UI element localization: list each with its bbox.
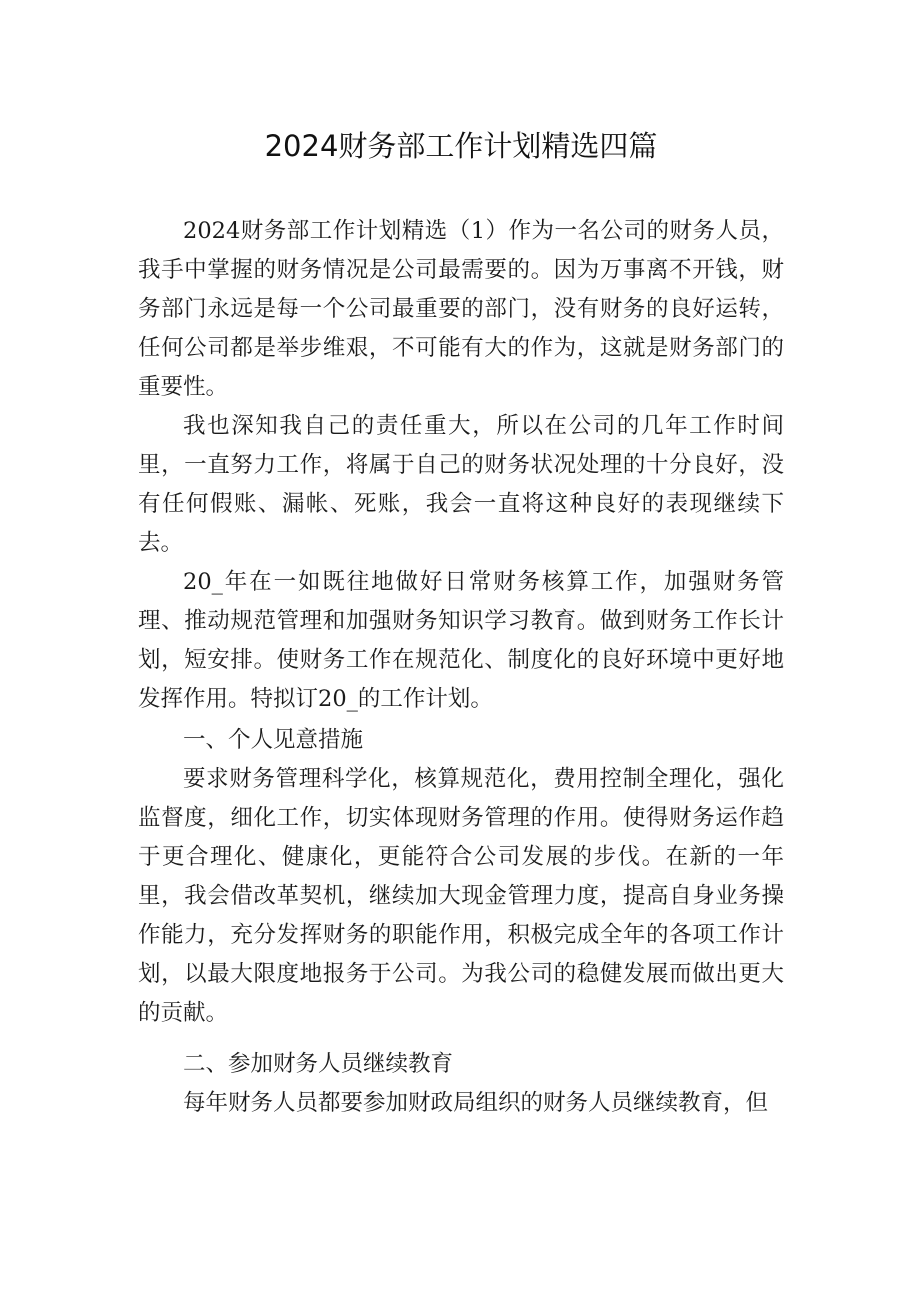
paragraph-annual-plan: 20_年在一如既往地做好日常财务核算工作，加强财务管理、推动规范管理和加强财务知识学习教育。做到财务工作长计划，短安排。使财务工作在规范化、制度化的良好环境中更好地发挥作用。特拟订20_的工作计划。 [138, 569, 784, 712]
paragraph-section-2: 每年财务人员都要参加财政局组织的财务人员继续教育，但 [183, 1090, 769, 1116]
paragraph-responsibility: 我也深知我自己的责任重大，所以在公司的几年工作时间里，一直努力工作，将属于自己的财务状况处理的十分良好，没有任何假账、漏帐、死账，我会一直将这种良好的表现继续下去。 [138, 413, 784, 556]
document-body [138, 212, 784, 1123]
section-heading-1: 一、个人见意措施 [183, 727, 364, 753]
paragraph-intro: 2024财务部工作计划精选（1）作为一名公司的财务人员，我手中掌握的财务情况是公司最需要的。因为万事离不开钱，财务部门永远是每一个公司最重要的部门，没有财务的良好运转，任何公司都是举步维艰，不可能有大的作为，这就是财务部门的重要性。 [138, 218, 784, 400]
document-title: 2024财务部工作计划精选四篇 [264, 129, 658, 163]
paragraph-section-1: 要求财务管理科学化，核算规范化，费用控制全理化，强化监督度，细化工作，切实体现财务管理的作用。使得财务运作趋于更合理化、健康化，更能符合公司发展的步伐。在新的一年里，我会借改革契机，继续加大现金管理力度，提高自身业务操作能力，充分发挥财务的职能作用，积极完成全年的各项工作计划，以最大限度地报务于公司。为我公司的稳健发展而做出更大的贡献。 [138, 766, 784, 1026]
section-heading-2: 二、参加财务人员继续教育 [183, 1051, 454, 1077]
